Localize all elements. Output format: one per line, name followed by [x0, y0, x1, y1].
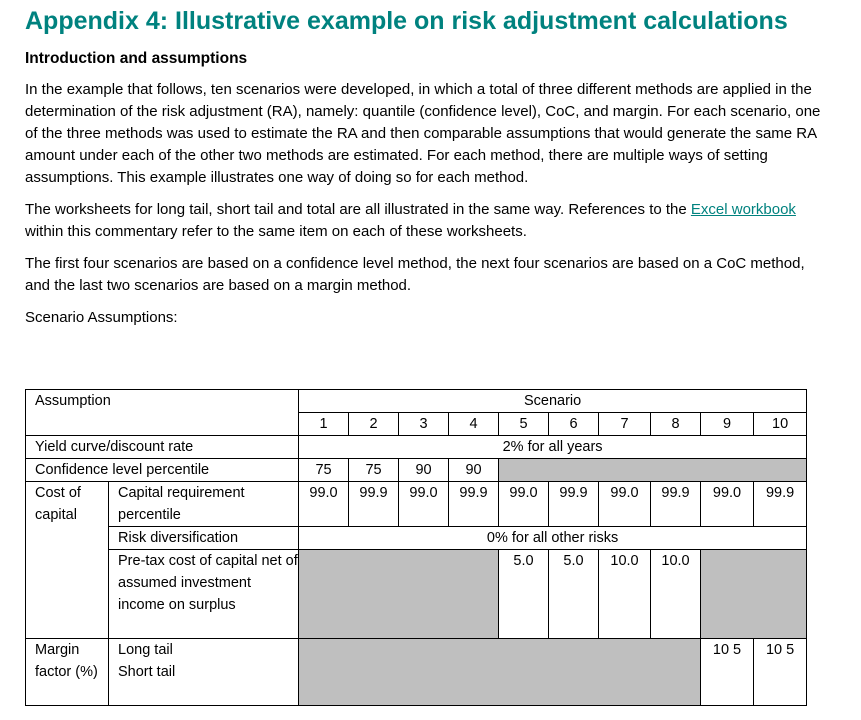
capital-requirement-value: 99.9	[349, 482, 399, 527]
confidence-level-row	[26, 459, 807, 482]
yield-curve-value: 2% for all years	[299, 436, 807, 459]
scenario-number: 9	[701, 413, 754, 436]
scenario-assumptions-table	[25, 389, 807, 706]
scenario-number: 5	[499, 413, 549, 436]
intro-paragraph: In the example that follows, ten scenarios were developed, in which a total of three different methods are applied in the determination of the risk adjustment (RA), namely: quantile (confidence level), CoC, and margin. For each scenario, one of the three methods was used to estimate the RA and then comparable assumptions that would generate the same RA amount under each of the other two methods are estimated. For each method, there are multiple ways of setting assumptions. This example illustrates one way of doing so for each method.	[25, 81, 821, 186]
scenario-number: 7	[599, 413, 651, 436]
margin-factor-group-label: Margin factor (%)	[26, 639, 109, 706]
scenario-number: 3	[399, 413, 449, 436]
shaded-cell	[299, 550, 499, 639]
scenario-number: 4	[449, 413, 499, 436]
confidence-value: 75	[349, 459, 399, 482]
yield-curve-label: Yield curve/discount rate	[26, 436, 299, 459]
risk-diversification-value: 0% for all other risks	[299, 527, 807, 550]
excel-workbook-link[interactable]: Excel workbook	[690, 201, 796, 218]
pretax-cost-value: 10.0	[599, 550, 651, 639]
worksheets-paragraph	[25, 199, 825, 243]
scenario-number: 8	[651, 413, 701, 436]
cost-of-capital-group-label: Cost of capital	[26, 482, 109, 639]
capital-requirement-row	[26, 482, 807, 527]
margin-factor-value: 10 5	[754, 639, 807, 706]
confidence-value: 75	[299, 459, 349, 482]
capital-requirement-value: 99.0	[599, 482, 651, 527]
appendix-heading: Appendix 4: Illustrative example on risk adjustment calculations	[25, 7, 788, 35]
scenarios-paragraph: The first four scenarios are based on a confidence level method, the next four scenarios are based on a CoC method, and the last two scenarios are based on a margin method.	[25, 255, 805, 294]
scenario-number: 6	[549, 413, 599, 436]
risk-diversification-label: Risk diversification	[109, 527, 299, 550]
risk-diversification-row	[26, 527, 807, 550]
capital-requirement-value: 99.9	[651, 482, 701, 527]
document-page	[25, 0, 825, 680]
shaded-cell	[299, 639, 701, 706]
short-tail-label: Short tail	[109, 661, 299, 706]
shaded-cell	[499, 459, 807, 482]
confidence-value: 90	[449, 459, 499, 482]
pretax-cost-value: 5.0	[549, 550, 599, 639]
confidence-level-label: Confidence level percentile	[26, 459, 299, 482]
scenario-header: Scenario	[299, 390, 807, 413]
long-tail-row	[26, 639, 807, 662]
table-caption: Scenario Assumptions:	[25, 309, 178, 326]
scenario-number: 2	[349, 413, 399, 436]
capital-requirement-value: 99.9	[449, 482, 499, 527]
worksheets-text-after: within this commentary refer to the same item on each of these worksheets.	[25, 223, 527, 240]
yield-curve-row	[26, 436, 807, 459]
long-tail-label: Long tail	[109, 639, 299, 662]
scenario-number: 1	[299, 413, 349, 436]
capital-requirement-value: 99.0	[701, 482, 754, 527]
worksheets-text-before: The worksheets for long tail, short tail and total are all illustrated in the same way. References to the	[25, 201, 691, 218]
capital-requirement-value: 99.0	[399, 482, 449, 527]
confidence-value: 90	[399, 459, 449, 482]
table-header-row	[26, 390, 807, 413]
scenario-number: 10	[754, 413, 807, 436]
pretax-cost-label: Pre-tax cost of capital net of assumed investment income on surplus	[109, 550, 299, 639]
capital-requirement-value: 99.9	[754, 482, 807, 527]
pretax-cost-value: 5.0	[499, 550, 549, 639]
pretax-cost-value: 10.0	[651, 550, 701, 639]
section-subheading: Introduction and assumptions	[25, 50, 248, 67]
shaded-cell	[701, 550, 807, 639]
capital-requirement-value: 99.9	[549, 482, 599, 527]
margin-factor-value: 10 5	[701, 639, 754, 706]
capital-requirement-value: 99.0	[299, 482, 349, 527]
capital-requirement-value: 99.0	[499, 482, 549, 527]
pretax-cost-row	[26, 550, 807, 639]
assumption-header: Assumption	[26, 390, 299, 436]
capital-requirement-label: Capital requirement percentile	[109, 482, 299, 527]
